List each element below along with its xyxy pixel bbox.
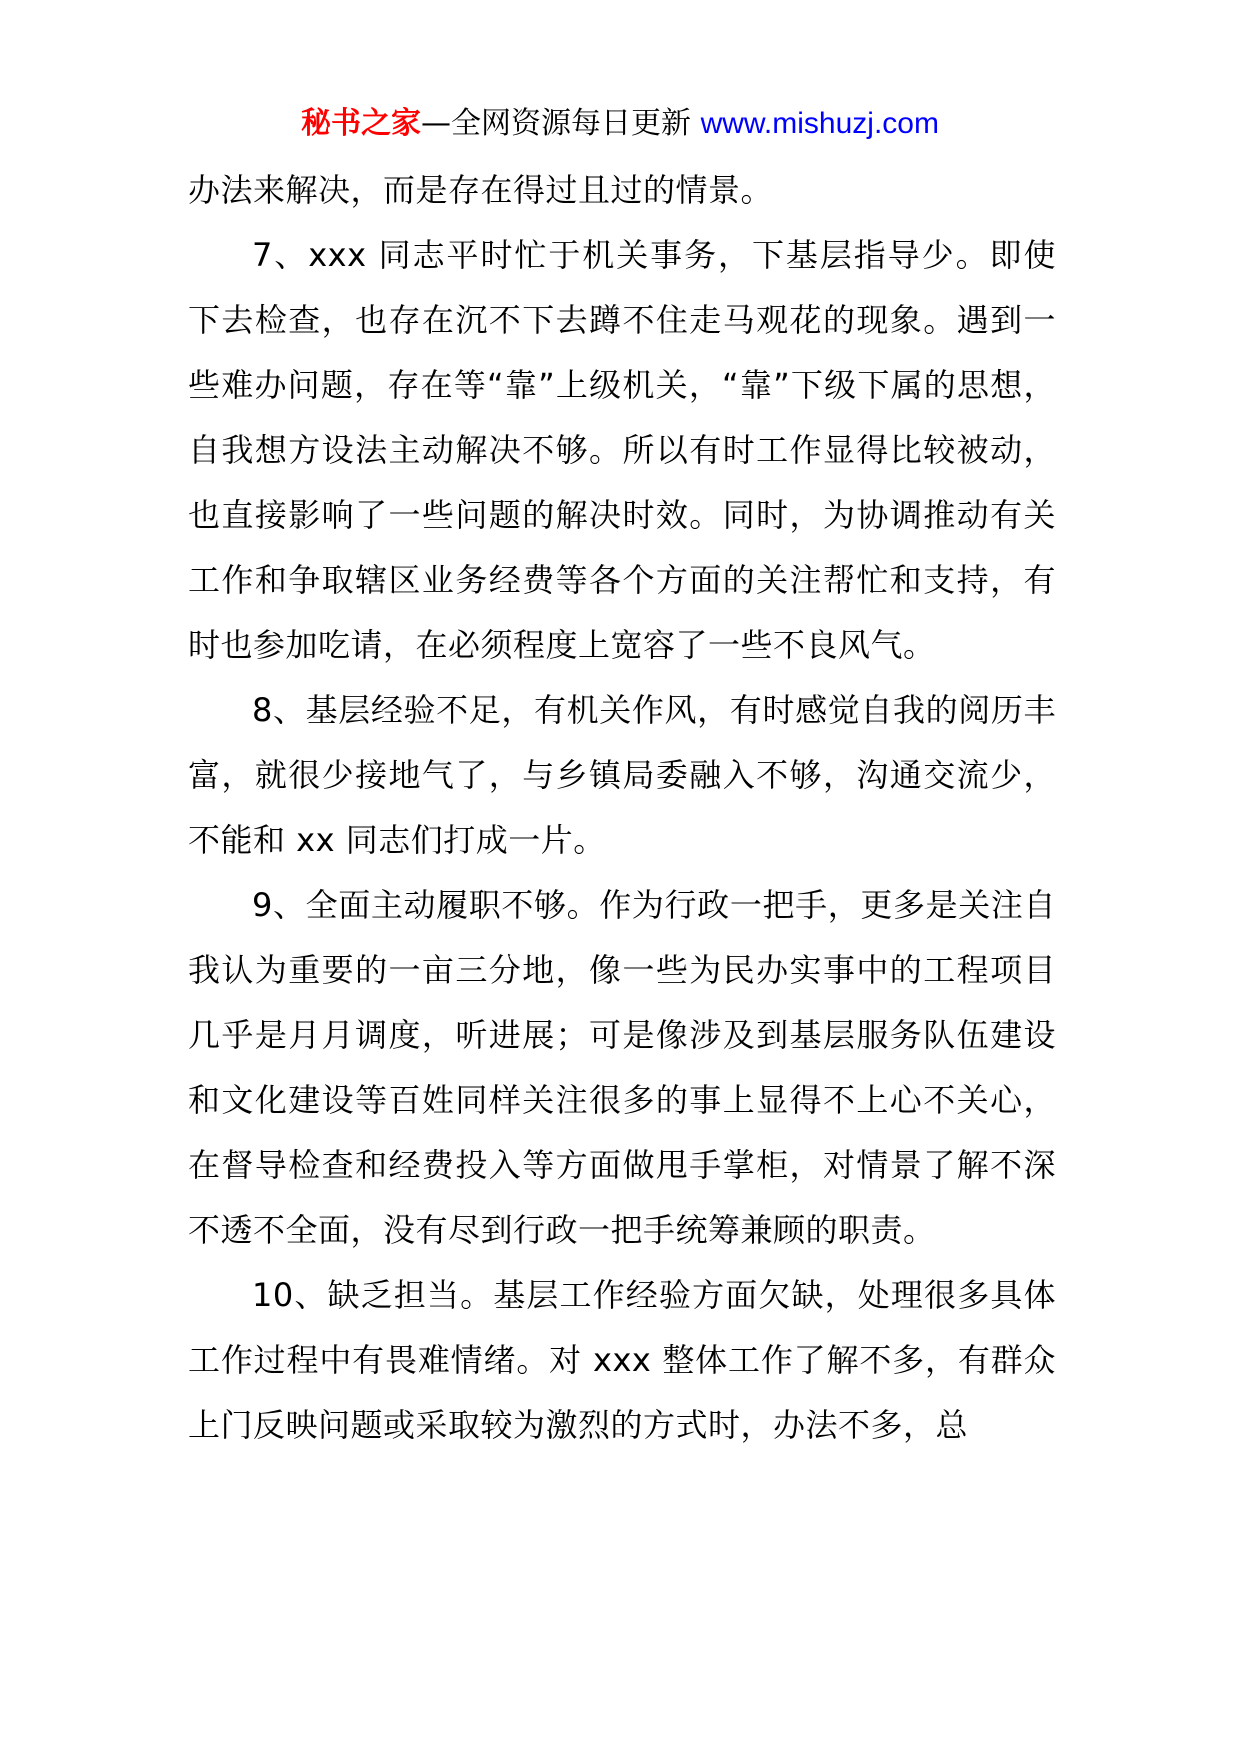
paragraph-item-9: 9、全面主动履职不够。作为行政一把手，更多是关注自我认为重要的一亩三分地，像一些为民办实事中的工程项目几乎是月月调度，听进展；可是像涉及到基层服务队伍建设和文化建设等百姓同样关注很多的事上显得不上心不关心，在督导检查和经费投入等方面做甩手掌柜，对情景了解不深不透不全面，没有尽到行政一把手统筹兼顾的职责。 (188, 886, 1056, 1249)
document-body (188, 158, 1056, 1458)
paragraph-continuation: 办法来解决，而是存在得过且过的情景。 (188, 171, 774, 209)
paragraph-item-10: 10、缺乏担当。基层工作经验方面欠缺，处理很多具体工作过程中有畏难情绪。对 xxx 整体工作了解不多，有群众上门反映问题或采取较为激烈的方式时，办法不多，总 (188, 1276, 1056, 1444)
paragraph-item-8: 8、基层经验不足，有机关作风，有时感觉自我的阅历丰富，就很少接地气了，与乡镇局委融入不够，沟通交流少，不能和 xx 同志们打成一片。 (188, 691, 1056, 859)
page-header (0, 100, 1240, 148)
header-tagline: —全网资源每日更新 (421, 106, 692, 141)
site-link[interactable]: www.mishuzj.com (700, 107, 939, 140)
brand-name: 秘书之家 (301, 106, 422, 141)
paragraph-item-7: 7、xxx 同志平时忙于机关事务，下基层指导少。即使下去检查，也存在沉不下去蹲不住走马观花的现象。遇到一些难办问题，存在等“靠”上级机关，“靠”下级下属的思想，自我想方设法主动解决不够。所以有时工作显得比较被动，也直接影响了一些问题的解决时效。同时，为协调推动有关工作和争取辖区业务经费等各个方面的关注帮忙和支持，有时也参加吃请，在必须程度上宽容了一些不良风气。 (188, 236, 1056, 664)
